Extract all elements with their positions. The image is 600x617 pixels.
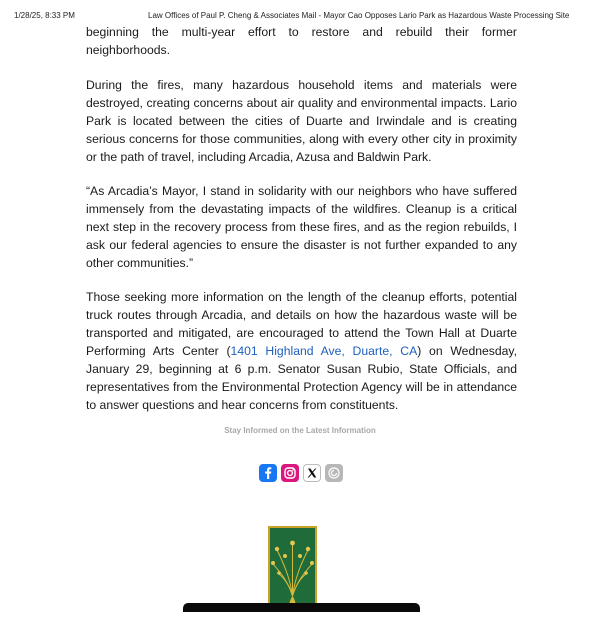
paragraph-recovery: beginning the multi-year effort to restore and rebuild their former neighborhoods. [86,25,517,57]
social-links [259,464,343,482]
paragraph-hazardous-materials: During the fires, many hazardous household items and materials were destroyed, creating concerns about air quality and environmental impacts. Lario Park is located between the cities of Duarte and Irwindale and is creating serious concerns for those communities, along with every other city in proximity or the path of travel, including Arcadia, Azusa and Baldwin Park. [86,78,517,164]
article-body [86,23,517,430]
stay-informed-heading: Stay Informed on the Latest Information [224,426,376,435]
city-logo [268,526,317,612]
home-indicator [183,603,420,612]
print-header [14,10,586,22]
website-icon[interactable] [325,464,343,482]
instagram-icon[interactable] [281,464,299,482]
paragraph-town-hall [86,288,517,414]
print-datetime: 1/28/25, 8:33 PM [14,11,75,20]
paragraph-mayor-quote: “As Arcadia’s Mayor, I stand in solidarity with our neighbors who have suffered immensely from the devastating impacts of the wildfires. Cleanup is a critical next step in the recovery process from these fires, and as the region rebuilds, I ask our federal agencies to ensure the disaster is not further expanded to any other communities.” [86,184,517,270]
facebook-icon[interactable] [259,464,277,482]
town-hall-text-after: ) on Wednesday, January 29, beginning at 6 p.m. Senator Susan Rubio, State Officials, and representatives from the Environmental Protection Agency will be in attendance to answer questions and hear concerns from constituents. [86,344,518,412]
address-link[interactable]: 1401 Highland Ave, Duarte, CA [230,344,418,358]
email-title: Law Offices of Paul P. Cheng & Associates Mail - Mayor Cao Opposes Lario Park as Hazardous Waste Processing Site [148,11,570,20]
town-hall-text-before: Those seeking more information on the length of the cleanup efforts, potential truck routes through Arcadia, and details on how the hazardous waste will be transported and mitigated, are encouraged to attend the Town Hall at Duarte Performing Arts Center ( [86,290,517,358]
x-icon[interactable] [303,464,321,482]
